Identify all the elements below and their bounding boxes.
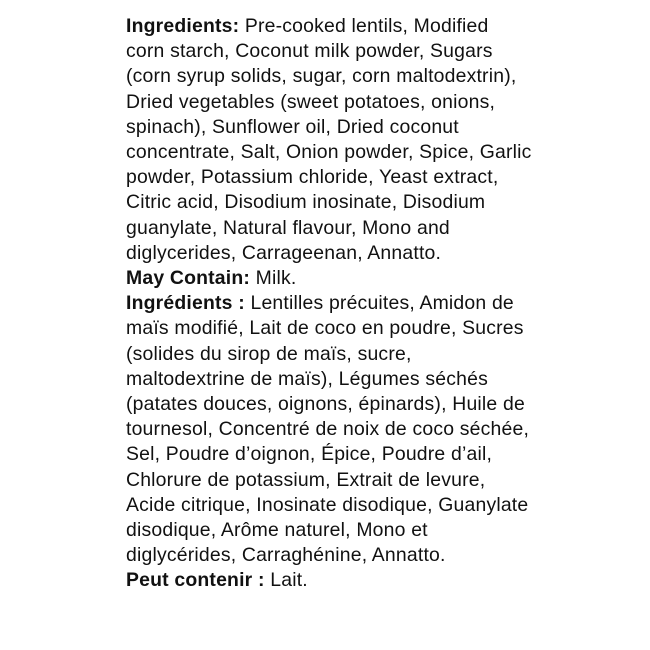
may-contain-english-body: Milk. — [250, 267, 297, 290]
may-contain-english-paragraph — [126, 266, 532, 291]
may-contain-french-body: Lait. — [264, 569, 308, 592]
ingredients-english-paragraph — [126, 14, 532, 266]
may-contain-french-paragraph — [126, 568, 532, 593]
may-contain-french-heading: Peut contenir : — [126, 569, 265, 592]
may-contain-english-heading: May Contain: — [126, 267, 251, 290]
ingredients-french-body: Lentilles précuites, Amidon de maïs modifié, Lait de coco en poudre, Sucres (solides du sirop de maïs, sucre, maltodextrine de maïs), Légumes séchés (patates douces, oignons, épinards), Huile de tournesol, Concentré de noix de coco séchée, Sel, Poudre d’oignon, Épice, Poudre d’ail, Chlorure de potassium, Extrait de levure, Acide citrique, Inosinate disodique, Guanylate disodique, Arôme naturel, Mono et diglycérides, Carraghénine, Annatto. — [126, 292, 530, 567]
ingredients-french-heading: Ingrédients : — [126, 292, 245, 315]
ingredients-english-heading: Ingredients: — [126, 15, 240, 37]
ingredients-french-paragraph — [126, 291, 532, 568]
ingredients-english-body: Pre-cooked lentils, Modified corn starch, Coconut milk powder, Sugars (corn syrup solids, sugar, corn maltodextrin), Dried vegetables (sweet potatoes, onions, spinach), Sunflower oil, Dried coconut concentrate, Salt, Onion powder, Spice, Garlic powder, Potassium chloride, Yeast extract, Citric acid, Disodium inosinate, Disodium guanylate, Natural flavour, Mono and diglycerides, Carrageenan, Annatto. — [126, 15, 532, 264]
